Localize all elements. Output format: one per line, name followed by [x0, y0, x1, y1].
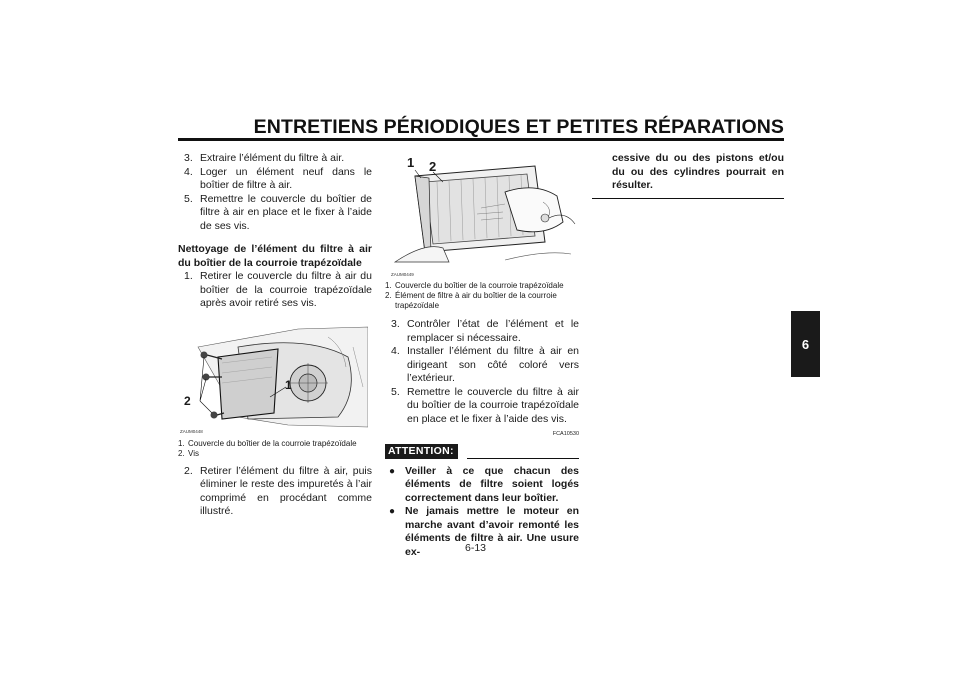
step-number: 2. [184, 464, 193, 477]
callout-1: 1 [285, 377, 292, 392]
page-title: ENTRETIENS PÉRIODIQUES ET PETITES RÉPARATIONS [253, 116, 784, 138]
step-text: Retirer le couvercle du filtre à air du boîtier de la courroie trapézoïdale après avoir retiré ses vis. [200, 270, 372, 309]
attention-end-rule [592, 198, 784, 199]
figure-code: ZAUM0448 [180, 428, 203, 434]
step-text: Installer l’élément du filtre à air en dirigeant son côté coloré vers l’extérieur. [407, 345, 579, 384]
chapter-tab: 6 [791, 311, 820, 377]
steps-list [385, 318, 579, 426]
step-number: 5. [184, 192, 193, 205]
step-1-remove-cover [178, 270, 372, 311]
step-5-refit [178, 193, 372, 234]
bullet-dot: ● [389, 465, 396, 477]
caption-item [385, 291, 579, 311]
step-number: 3. [391, 318, 400, 330]
column-right [592, 152, 784, 199]
page-number: 6-13 [465, 542, 487, 554]
column-middle [385, 152, 579, 559]
attention-header [385, 444, 579, 461]
step-number: 4. [391, 345, 400, 357]
step-number: 4. [184, 165, 193, 178]
figure-air-filter-element [385, 152, 579, 276]
caption-text: Couvercle du boîtier de la courroie trapézoïdale [188, 438, 357, 448]
attention-label: ATTENTION: [385, 444, 458, 460]
callout-1: 1 [407, 155, 415, 170]
caption-number: 2. [385, 291, 392, 300]
attention-continuation: cessive du ou des pistons et/ou du ou des cylindres pourrait en résulter. [612, 152, 784, 191]
step-4-insert [178, 166, 372, 193]
section-heading: Nettoyage de l’élément du filtre à air du boîtier de la courroie trapézoïdale [178, 243, 372, 269]
step-number: 1. [184, 270, 193, 282]
step-text: Remettre le couvercle du filtre à air du boîtier de la courroie trapézoïdale en place et le fixer à l’aide des vis. [407, 385, 579, 425]
attention-rule [467, 458, 579, 459]
step-3-extract [178, 152, 372, 166]
callout-2: 2 [429, 159, 437, 174]
step-text: Loger un élément neuf dans le boîtier de filtre à air. [200, 165, 372, 191]
fca-code: FCA10530 [552, 431, 579, 437]
caption-number: 2. [178, 448, 185, 458]
column-left [178, 152, 372, 519]
caption-item [178, 439, 372, 449]
step-text: Extraire l’élément du filtre à air. [200, 152, 345, 164]
header-rule [178, 138, 784, 141]
caption-number: 1. [178, 438, 185, 448]
step-number: 5. [391, 385, 400, 398]
bullet-text: Ne jamais mettre le moteur en marche avant d’avoir remonté les éléments de filtre à air. Une usure ex- [405, 505, 579, 558]
step-4-install [385, 345, 579, 386]
vbelt-cover-illustration [178, 317, 368, 433]
step-2-clean [178, 465, 372, 519]
caption-text: Élément de filtre à air du boîtier de la courroie trapézoïdale [395, 291, 557, 310]
caption-text: Couvercle du boîtier de la courroie trapézoïdale [395, 281, 564, 290]
figure-vbelt-cover [178, 317, 368, 433]
caption-text: Vis [188, 448, 199, 458]
bullet-dot: ● [389, 506, 396, 517]
figure-captions [385, 281, 579, 311]
bullet-text: Veiller à ce que chacun des éléments de filtre soient logés correctement dans leur boîtier. [405, 464, 579, 504]
step-text: Retirer l’élément du filtre à air, puis éliminer le reste des impuretés à l’air comprimé en procédant comme illustré. [200, 464, 372, 517]
callout-2: 2 [184, 393, 191, 408]
figure-code: ZAUM0449 [391, 272, 414, 277]
air-filter-illustration [385, 152, 579, 276]
caption-number: 1. [385, 281, 392, 290]
step-3-check [385, 318, 579, 345]
step-text: Remettre le couvercle du boîtier de filtre à air en place et le fixer à l’aide de ses vis. [200, 192, 372, 232]
step-5-refit-cover [385, 386, 579, 427]
figure-captions [178, 439, 372, 459]
caption-item [178, 449, 372, 459]
bullet-item [385, 465, 579, 506]
step-number: 3. [184, 152, 193, 164]
caption-item [385, 281, 579, 291]
step-text: Contrôler l’état de l’élément et le remplacer si nécessaire. [407, 318, 579, 344]
